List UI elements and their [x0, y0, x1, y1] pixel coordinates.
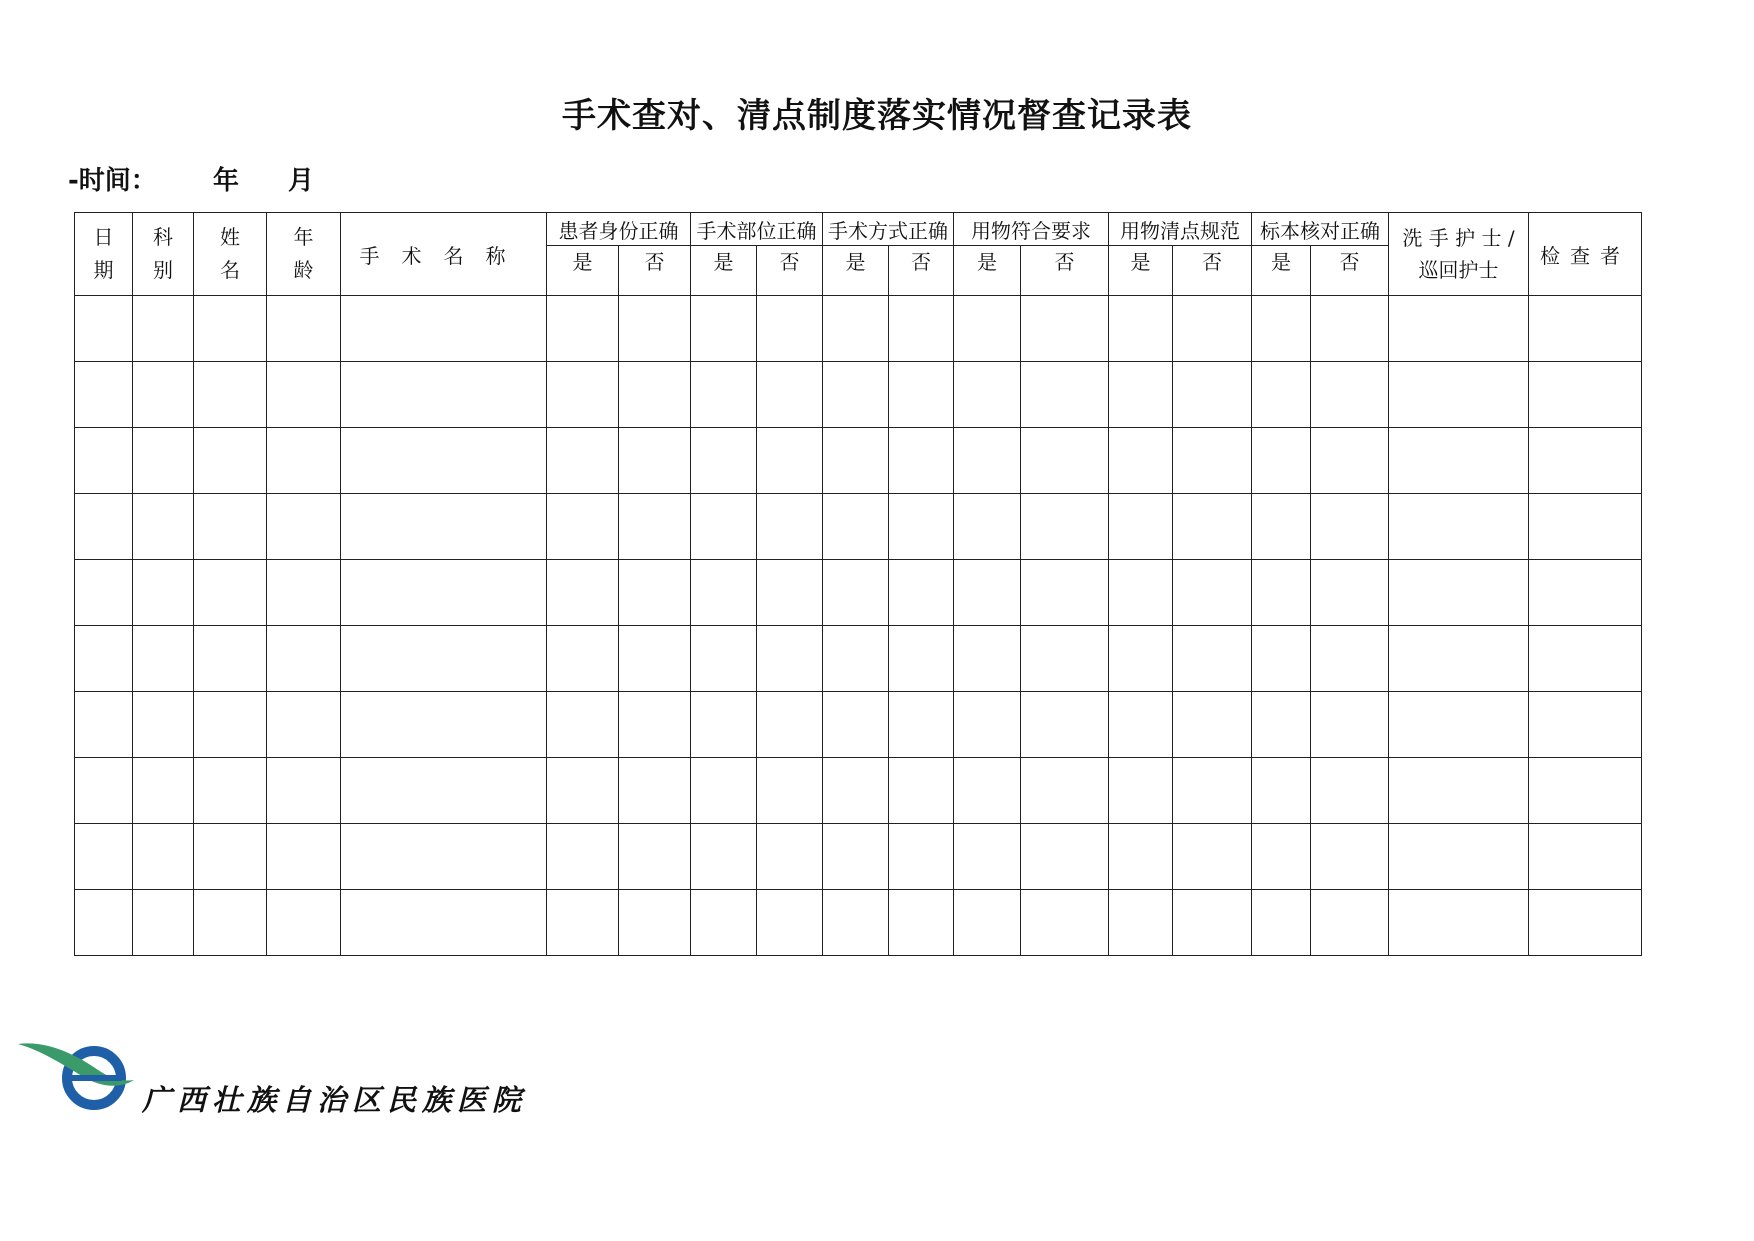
table-cell[interactable] [1311, 824, 1389, 890]
header-yes: 是 [691, 246, 757, 296]
month-label: 月 [288, 166, 315, 196]
table-cell[interactable] [1109, 494, 1173, 560]
table-cell[interactable] [133, 494, 194, 560]
table-cell[interactable] [1529, 824, 1642, 890]
table-cell[interactable] [954, 560, 1021, 626]
header-date: 日 期 [75, 213, 133, 296]
table-cell[interactable] [75, 626, 133, 692]
table-cell[interactable] [889, 758, 954, 824]
table-cell[interactable] [133, 692, 194, 758]
table-cell[interactable] [1529, 296, 1642, 362]
table-cell[interactable] [889, 890, 954, 956]
header-no: 否 [1173, 246, 1252, 296]
table-cell[interactable] [547, 296, 619, 362]
table-cell[interactable] [267, 428, 341, 494]
table-row [75, 428, 1642, 494]
table-row [75, 824, 1642, 890]
table-cell[interactable] [1173, 824, 1252, 890]
table-cell[interactable] [1311, 626, 1389, 692]
table-cell[interactable] [1311, 758, 1389, 824]
table-cell[interactable] [1173, 890, 1252, 956]
header-checker: 检查者 [1529, 213, 1642, 296]
table-cell[interactable] [341, 824, 547, 890]
table-cell[interactable] [267, 692, 341, 758]
table-cell[interactable] [954, 824, 1021, 890]
table-cell[interactable] [1252, 758, 1311, 824]
table-cell[interactable] [75, 692, 133, 758]
table-row [75, 560, 1642, 626]
table-row [75, 626, 1642, 692]
table-cell[interactable] [1252, 296, 1311, 362]
header-no: 否 [1021, 246, 1109, 296]
table-cell[interactable] [1311, 890, 1389, 956]
table-cell[interactable] [1173, 494, 1252, 560]
table-cell[interactable] [757, 494, 823, 560]
table-cell[interactable] [1021, 758, 1109, 824]
table-cell[interactable] [691, 692, 757, 758]
table-cell[interactable] [341, 494, 547, 560]
table-cell[interactable] [194, 692, 267, 758]
table-cell[interactable] [194, 428, 267, 494]
table-cell[interactable] [1311, 296, 1389, 362]
table-cell[interactable] [1252, 560, 1311, 626]
header-patient-name: 姓 名 [194, 213, 267, 296]
table-cell[interactable] [757, 362, 823, 428]
table-cell[interactable] [133, 626, 194, 692]
table-cell[interactable] [757, 824, 823, 890]
table-cell[interactable] [619, 428, 691, 494]
table-cell[interactable] [267, 626, 341, 692]
table-cell[interactable] [1389, 494, 1529, 560]
table-cell[interactable] [889, 626, 954, 692]
table-cell[interactable] [619, 692, 691, 758]
table-cell[interactable] [619, 362, 691, 428]
header-surgery-method: 手术方式正确 [823, 213, 954, 246]
table-cell[interactable] [547, 890, 619, 956]
table-cell[interactable] [1021, 494, 1109, 560]
table-cell[interactable] [1529, 494, 1642, 560]
year-label: 年 [213, 166, 240, 196]
table-cell[interactable] [547, 362, 619, 428]
table-cell[interactable] [1109, 758, 1173, 824]
header-yes: 是 [954, 246, 1021, 296]
table-cell[interactable] [691, 428, 757, 494]
time-label: -时间： [68, 166, 157, 196]
table-cell[interactable] [954, 362, 1021, 428]
table-cell[interactable] [954, 890, 1021, 956]
table-cell[interactable] [691, 758, 757, 824]
table-row [75, 494, 1642, 560]
header-supplies-count: 用物清点规范 [1109, 213, 1252, 246]
table-cell[interactable] [1173, 296, 1252, 362]
table-cell[interactable] [133, 890, 194, 956]
table-cell[interactable] [619, 296, 691, 362]
table-cell[interactable] [341, 890, 547, 956]
table-cell[interactable] [341, 692, 547, 758]
table-cell[interactable] [823, 626, 889, 692]
table-cell[interactable] [75, 758, 133, 824]
table-cell[interactable] [194, 296, 267, 362]
table-cell[interactable] [823, 560, 889, 626]
table-cell[interactable] [1173, 428, 1252, 494]
table-cell[interactable] [823, 494, 889, 560]
table-cell[interactable] [691, 494, 757, 560]
table-cell[interactable] [267, 824, 341, 890]
table-cell[interactable] [954, 692, 1021, 758]
table-cell[interactable] [823, 692, 889, 758]
table-cell[interactable] [194, 560, 267, 626]
header-no: 否 [619, 246, 691, 296]
table-cell[interactable] [1252, 890, 1311, 956]
table-cell[interactable] [1021, 428, 1109, 494]
table-cell[interactable] [133, 296, 194, 362]
table-cell[interactable] [1311, 494, 1389, 560]
table-row [75, 692, 1642, 758]
table-cell[interactable] [547, 626, 619, 692]
table-cell[interactable] [757, 560, 823, 626]
table-cell[interactable] [823, 296, 889, 362]
table-cell[interactable] [547, 560, 619, 626]
table-cell[interactable] [954, 494, 1021, 560]
table-cell[interactable] [1109, 296, 1173, 362]
table-cell[interactable] [75, 494, 133, 560]
table-cell[interactable] [1311, 692, 1389, 758]
table-cell[interactable] [267, 494, 341, 560]
table-cell[interactable] [194, 494, 267, 560]
table-cell[interactable] [267, 362, 341, 428]
table-cell[interactable] [1311, 428, 1389, 494]
table-cell[interactable] [1389, 428, 1529, 494]
table-cell[interactable] [823, 428, 889, 494]
table-cell[interactable] [133, 758, 194, 824]
table-cell[interactable] [619, 890, 691, 956]
table-cell[interactable] [547, 428, 619, 494]
table-cell[interactable] [194, 758, 267, 824]
table-cell[interactable] [194, 362, 267, 428]
table-cell[interactable] [1529, 626, 1642, 692]
table-cell[interactable] [1173, 362, 1252, 428]
table-cell[interactable] [823, 824, 889, 890]
header-patient-identity: 患者身份正确 [547, 213, 691, 246]
table-cell[interactable] [1529, 560, 1642, 626]
table-cell[interactable] [341, 362, 547, 428]
table-cell[interactable] [1311, 362, 1389, 428]
table-cell[interactable] [823, 890, 889, 956]
table-cell[interactable] [823, 362, 889, 428]
table-cell[interactable] [619, 626, 691, 692]
table-cell[interactable] [1252, 692, 1311, 758]
table-cell[interactable] [1021, 560, 1109, 626]
table-cell[interactable] [691, 362, 757, 428]
table-cell[interactable] [1389, 890, 1529, 956]
table-cell[interactable] [547, 692, 619, 758]
table-cell[interactable] [547, 824, 619, 890]
table-cell[interactable] [133, 824, 194, 890]
table-cell[interactable] [194, 890, 267, 956]
table-cell[interactable] [619, 824, 691, 890]
table-cell[interactable] [954, 758, 1021, 824]
table-cell[interactable] [341, 626, 547, 692]
table-cell[interactable] [267, 560, 341, 626]
table-cell[interactable] [1529, 362, 1642, 428]
header-specimen-check: 标本核对正确 [1252, 213, 1389, 246]
header-supplies-requirements: 用物符合要求 [954, 213, 1109, 246]
table-cell[interactable] [1389, 362, 1529, 428]
table-cell[interactable] [1252, 362, 1311, 428]
table-cell[interactable] [1021, 824, 1109, 890]
table-cell[interactable] [757, 890, 823, 956]
table-cell[interactable] [1173, 560, 1252, 626]
table-cell[interactable] [757, 626, 823, 692]
table-row [75, 362, 1642, 428]
hospital-name: 广西壮族自治区民族医院 [142, 1083, 528, 1117]
table-cell[interactable] [823, 758, 889, 824]
header-no: 否 [1311, 246, 1389, 296]
table-cell[interactable] [341, 560, 547, 626]
table-cell[interactable] [954, 626, 1021, 692]
header-no: 否 [889, 246, 954, 296]
table-cell[interactable] [619, 758, 691, 824]
table-cell[interactable] [1529, 890, 1642, 956]
table-cell[interactable] [1173, 758, 1252, 824]
table-cell[interactable] [889, 824, 954, 890]
table-cell[interactable] [1109, 362, 1173, 428]
header-yes: 是 [823, 246, 889, 296]
table-cell[interactable] [1021, 890, 1109, 956]
table-cell[interactable] [954, 428, 1021, 494]
header-surgery-name: 手术名称 [341, 213, 547, 296]
header-surgery-site: 手术部位正确 [691, 213, 823, 246]
header-nurse: 洗 手 护 士 / 巡回护士 [1389, 213, 1529, 296]
table-cell[interactable] [1252, 626, 1311, 692]
table-cell[interactable] [1021, 362, 1109, 428]
table-cell[interactable] [619, 560, 691, 626]
table-cell[interactable] [1529, 428, 1642, 494]
header-no: 否 [757, 246, 823, 296]
table-cell[interactable] [1109, 890, 1173, 956]
table-cell[interactable] [757, 296, 823, 362]
table-cell[interactable] [691, 824, 757, 890]
table-cell[interactable] [194, 824, 267, 890]
table-cell[interactable] [889, 362, 954, 428]
table-cell[interactable] [1109, 428, 1173, 494]
hospital-logo-icon [18, 1040, 134, 1114]
table-cell[interactable] [691, 890, 757, 956]
header-department: 科 别 [133, 213, 194, 296]
table-row [75, 890, 1642, 956]
table-cell[interactable] [267, 758, 341, 824]
table-cell[interactable] [75, 824, 133, 890]
table-cell[interactable] [267, 296, 341, 362]
table-cell[interactable] [341, 428, 547, 494]
table-cell[interactable] [889, 692, 954, 758]
table-cell[interactable] [1173, 692, 1252, 758]
table-cell[interactable] [691, 560, 757, 626]
page-title: 手术查对、清点制度落实情况督查记录表 [562, 96, 1192, 136]
table-row [75, 296, 1642, 362]
table-cell[interactable] [1389, 560, 1529, 626]
table-cell[interactable] [75, 890, 133, 956]
table-cell[interactable] [75, 362, 133, 428]
table-cell[interactable] [1389, 758, 1529, 824]
header-age: 年 龄 [267, 213, 341, 296]
table-cell[interactable] [1252, 428, 1311, 494]
table-cell[interactable] [1109, 692, 1173, 758]
table-cell[interactable] [1529, 758, 1642, 824]
table-cell[interactable] [547, 494, 619, 560]
table-cell[interactable] [889, 560, 954, 626]
table-cell[interactable] [75, 428, 133, 494]
header-yes: 是 [1109, 246, 1173, 296]
table-cell[interactable] [341, 758, 547, 824]
table-cell[interactable] [547, 758, 619, 824]
table-cell[interactable] [75, 296, 133, 362]
table-cell[interactable] [889, 428, 954, 494]
table-cell[interactable] [1311, 560, 1389, 626]
table-cell[interactable] [1021, 692, 1109, 758]
table-cell[interactable] [1109, 560, 1173, 626]
table-cell[interactable] [691, 626, 757, 692]
table-cell[interactable] [75, 560, 133, 626]
table-cell[interactable] [341, 296, 547, 362]
table-cell[interactable] [889, 296, 954, 362]
table-cell[interactable] [133, 362, 194, 428]
table-cell[interactable] [757, 758, 823, 824]
table-cell[interactable] [757, 692, 823, 758]
table-cell[interactable] [691, 296, 757, 362]
table-body [75, 296, 1642, 956]
table-cell[interactable] [194, 626, 267, 692]
table-row [75, 758, 1642, 824]
table-cell[interactable] [1389, 692, 1529, 758]
table-cell[interactable] [619, 494, 691, 560]
table-cell[interactable] [1389, 296, 1529, 362]
header-yes: 是 [1252, 246, 1311, 296]
table-cell[interactable] [267, 890, 341, 956]
table-cell[interactable] [757, 428, 823, 494]
table-cell[interactable] [954, 296, 1021, 362]
table-cell[interactable] [1252, 494, 1311, 560]
table-cell[interactable] [1021, 296, 1109, 362]
table-cell[interactable] [1109, 824, 1173, 890]
table-cell[interactable] [1109, 626, 1173, 692]
header-yes: 是 [547, 246, 619, 296]
record-table [74, 212, 1642, 956]
table-cell[interactable] [1021, 626, 1109, 692]
table-cell[interactable] [133, 560, 194, 626]
table-cell[interactable] [1252, 824, 1311, 890]
table-cell[interactable] [1529, 692, 1642, 758]
table-cell[interactable] [889, 494, 954, 560]
table-cell[interactable] [1389, 626, 1529, 692]
table-cell[interactable] [133, 428, 194, 494]
table-cell[interactable] [1173, 626, 1252, 692]
table-cell[interactable] [1389, 824, 1529, 890]
